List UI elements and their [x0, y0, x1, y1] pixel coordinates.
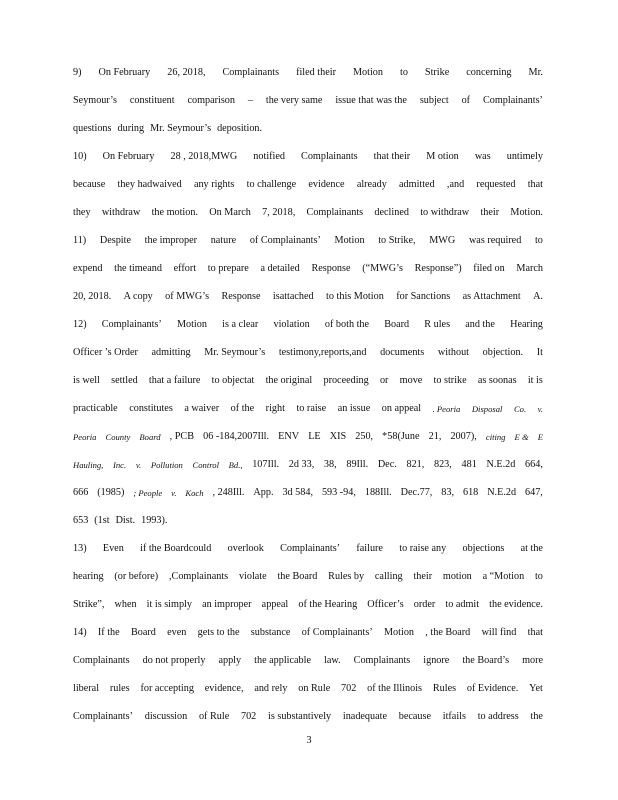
text-segment: of MWG’s — [165, 291, 210, 302]
text-segment: Rules — [432, 683, 457, 694]
text-segment: itfails — [442, 711, 466, 722]
text-line — [73, 486, 543, 500]
text-segment: Motion — [384, 627, 415, 638]
text-segment: the applicable — [254, 655, 311, 666]
text-segment: Co. — [513, 404, 527, 414]
text-segment: the improper — [144, 235, 198, 246]
text-segment: 12) — [73, 319, 87, 330]
text-segment: because — [398, 711, 431, 722]
text-segment: failure — [356, 543, 383, 554]
text-segment: to raise — [296, 403, 327, 414]
text-segment: of Evidence. — [466, 683, 519, 694]
text-line — [73, 402, 543, 416]
text-segment: 7, 2018, — [262, 207, 296, 218]
text-segment: Mr. Seymour’s — [204, 347, 266, 358]
text-segment: 06 -184,2007Ill. — [203, 431, 270, 442]
text-segment: 664, — [525, 459, 543, 470]
text-segment: the — [530, 711, 543, 722]
text-segment: and rely — [254, 683, 288, 694]
text-segment: even — [167, 627, 187, 638]
text-segment: of both the — [324, 319, 370, 330]
text-segment: App. — [253, 487, 274, 498]
text-segment: 11) — [73, 235, 87, 246]
text-line — [73, 682, 543, 696]
text-segment: right — [265, 403, 285, 414]
text-line — [73, 318, 543, 332]
text-segment: A. — [533, 291, 543, 302]
text-segment: Strike”, — [73, 599, 105, 610]
text-segment: Rules by — [328, 571, 365, 582]
text-segment: requested — [476, 179, 516, 190]
text-segment: Even — [102, 543, 124, 554]
text-segment: already — [356, 179, 387, 190]
text-segment: Motion — [334, 235, 365, 246]
text-segment: 1993). — [141, 515, 168, 526]
text-segment: (or before) — [114, 571, 159, 582]
text-segment: it is simply — [146, 599, 192, 610]
text-segment: ; People — [133, 488, 163, 498]
text-segment: liberal — [73, 683, 100, 694]
text-line — [73, 374, 543, 388]
text-segment: hearing — [73, 571, 104, 582]
text-segment: they hadwaived — [117, 179, 182, 190]
text-segment: to Strike, — [378, 235, 416, 246]
text-segment: and the — [465, 319, 495, 330]
text-segment: ignore — [423, 655, 450, 666]
text-segment: 188Ill. — [364, 487, 392, 498]
text-segment: untimely — [506, 151, 543, 162]
text-segment: motion — [442, 571, 472, 582]
text-segment: Strike — [424, 67, 450, 78]
text-segment: Board — [384, 319, 410, 330]
text-segment: 2007), — [450, 431, 477, 442]
text-segment: apply — [218, 655, 242, 666]
text-segment: citing — [485, 432, 506, 442]
text-segment: Inc. — [113, 460, 127, 470]
text-segment: appeal — [261, 599, 289, 610]
text-segment: documents — [380, 347, 425, 358]
text-segment: that a failure — [148, 375, 201, 386]
text-segment: issue that was the — [335, 95, 407, 106]
text-line — [73, 94, 543, 108]
text-segment: to withdraw — [420, 207, 470, 218]
text-segment: for Sanctions — [396, 291, 451, 302]
text-segment: evidence — [308, 179, 345, 190]
text-segment: they — [73, 207, 91, 218]
text-segment: , 248Ill. — [212, 487, 245, 498]
text-segment: N.E.2d — [487, 487, 517, 498]
text-segment: 26, 2018, — [167, 67, 206, 78]
text-segment: of Complainants’ — [301, 627, 373, 638]
text-line — [73, 346, 543, 360]
text-line — [73, 178, 543, 192]
text-segment: 10) — [73, 151, 87, 162]
text-segment: expend — [73, 263, 103, 274]
text-segment: On February — [102, 151, 155, 162]
text-segment: 250, — [355, 431, 374, 442]
text-segment: v. — [171, 488, 177, 498]
text-segment: as Attachment — [462, 291, 521, 302]
text-segment: Motion — [352, 67, 383, 78]
text-segment: LE — [308, 431, 321, 442]
text-segment: violate — [238, 571, 267, 582]
text-segment: 83, — [441, 487, 455, 498]
page-number: 3 — [306, 735, 312, 746]
text-segment: Officer’s — [367, 599, 404, 610]
text-segment: to this Motion — [326, 291, 384, 302]
text-segment: testimony,reports,and — [278, 347, 367, 358]
text-segment: 13) — [73, 543, 87, 554]
text-segment: E — [537, 432, 543, 442]
text-segment: nature — [210, 235, 237, 246]
text-segment: an improper — [202, 599, 252, 610]
text-segment: of the Illinois — [367, 683, 423, 694]
text-segment: is well — [73, 375, 100, 386]
text-segment: gets to the — [197, 627, 240, 638]
text-segment: for accepting — [140, 683, 194, 694]
text-segment: to challenge — [246, 179, 297, 190]
text-segment: any rights — [193, 179, 235, 190]
text-segment: discussion — [144, 711, 188, 722]
text-segment: 9) — [73, 67, 82, 78]
text-segment: because — [73, 179, 106, 190]
text-segment: concerning — [466, 67, 512, 78]
text-segment: 702 — [341, 683, 357, 694]
text-segment: 107Ill. — [252, 459, 280, 470]
text-segment: practicable — [73, 403, 118, 414]
text-segment: , PCB — [169, 431, 195, 442]
text-segment: (“MWG’s — [362, 263, 403, 274]
text-segment: (1st — [94, 515, 110, 526]
text-line — [73, 150, 543, 164]
text-segment: the evidence. — [489, 599, 543, 610]
text-segment: v. — [135, 460, 142, 470]
text-segment: 666 — [73, 487, 89, 498]
text-line — [73, 430, 543, 444]
text-segment: the motion. — [151, 207, 198, 218]
text-segment: Complainants — [301, 151, 358, 162]
text-segment: Hearing — [510, 319, 543, 330]
text-segment: of Rule — [198, 711, 230, 722]
text-segment: declined — [374, 207, 409, 218]
text-segment: to address — [477, 711, 519, 722]
text-segment: admitted — [399, 179, 435, 190]
text-segment: 618 — [462, 487, 479, 498]
text-segment: 28 , 2018,MWG — [170, 151, 238, 162]
text-segment: the very same — [265, 95, 323, 106]
text-line — [73, 626, 543, 640]
text-segment: Complainants’ — [73, 711, 133, 722]
text-segment: to raise any — [399, 543, 447, 554]
text-segment: XIS — [329, 431, 347, 442]
text-line — [73, 234, 543, 248]
text-line — [73, 206, 543, 220]
text-segment: Peoria — [73, 432, 97, 442]
text-segment: 38, — [323, 459, 337, 470]
text-segment: 2d 33, — [288, 459, 315, 470]
text-segment: during — [117, 123, 145, 134]
text-segment: to admit — [445, 599, 480, 610]
text-line — [73, 598, 543, 612]
text-segment: Bd., — [228, 460, 243, 470]
text-segment: that — [527, 627, 543, 638]
text-segment: that — [527, 179, 543, 190]
text-segment: comparison — [187, 95, 235, 106]
text-line — [73, 66, 543, 80]
text-segment: 3d 584, — [282, 487, 313, 498]
text-segment: admitting — [151, 347, 191, 358]
text-segment: settled — [111, 375, 138, 386]
text-segment: Board — [130, 627, 156, 638]
text-line — [73, 542, 543, 556]
text-segment: objections — [462, 543, 505, 554]
text-segment: Dec.77, — [400, 487, 433, 498]
text-segment: ENV — [278, 431, 300, 442]
text-segment: objection. — [482, 347, 524, 358]
text-segment: Pollution — [150, 460, 183, 470]
text-segment: Officer ’s Order — [73, 347, 138, 358]
text-segment: Koch — [185, 488, 204, 498]
text-segment: of Complainants’ — [249, 235, 321, 246]
text-segment: to — [534, 235, 543, 246]
text-segment: the original — [265, 375, 313, 386]
text-segment: it is — [527, 375, 543, 386]
text-segment: v. — [537, 404, 543, 414]
text-segment: on Rule — [298, 683, 331, 694]
text-segment: 14) — [73, 627, 87, 638]
text-segment: an issue — [337, 403, 371, 414]
text-segment: 481 — [461, 459, 477, 470]
text-segment: to objectat — [211, 375, 255, 386]
text-line — [73, 122, 543, 136]
text-segment: when — [114, 599, 137, 610]
text-segment: Control — [192, 460, 219, 470]
text-segment: withdraw — [101, 207, 141, 218]
text-segment: to strike — [433, 375, 467, 386]
text-segment: is a clear — [222, 319, 259, 330]
text-segment: It — [536, 347, 543, 358]
text-segment: 20, 2018. — [73, 291, 112, 302]
text-segment: 21, — [428, 431, 442, 442]
text-segment: A copy — [123, 291, 153, 302]
text-segment: overlook — [227, 543, 264, 554]
text-segment: Complainants — [73, 655, 130, 666]
text-line — [73, 570, 543, 584]
text-segment: Response — [221, 291, 261, 302]
text-segment: R ules — [424, 319, 451, 330]
text-segment: Complainants — [306, 207, 364, 218]
text-segment: 821, — [406, 459, 425, 470]
text-segment: constitutes — [129, 403, 173, 414]
text-segment: do not properly — [142, 655, 206, 666]
text-line — [73, 654, 543, 668]
text-line — [73, 710, 543, 724]
text-segment: Motion — [176, 319, 207, 330]
text-segment: (1985) — [97, 487, 125, 498]
text-segment: isattached — [272, 291, 314, 302]
text-segment: Dec. — [377, 459, 397, 470]
text-segment: Dist. — [115, 515, 136, 526]
text-segment: move — [399, 375, 423, 386]
text-segment: Mr. Seymour’s — [150, 123, 212, 134]
text-segment: Complainants’ — [482, 95, 543, 106]
text-segment: will find — [481, 627, 517, 638]
text-segment: at the — [520, 543, 543, 554]
text-segment: filed their — [296, 67, 336, 78]
text-segment: a detailed — [260, 263, 300, 274]
text-segment: E & — [514, 432, 529, 442]
text-segment: filed on — [473, 263, 505, 274]
text-segment: if the Boardcould — [140, 543, 212, 554]
text-segment: to — [534, 571, 543, 582]
text-segment: Disposal — [471, 404, 503, 414]
text-segment: evidence, — [204, 683, 244, 694]
text-segment: 89Ill. — [346, 459, 369, 470]
text-segment: law. — [324, 655, 341, 666]
text-segment: of — [461, 95, 471, 106]
text-segment: effort — [173, 263, 197, 274]
text-segment: Hauling, — [73, 460, 104, 470]
text-segment: deposition. — [217, 123, 263, 134]
text-segment: calling — [374, 571, 403, 582]
text-segment: 702 — [240, 711, 257, 722]
text-segment: on appeal — [381, 403, 422, 414]
text-segment: the Board — [277, 571, 318, 582]
text-segment: the Board’s — [462, 655, 510, 666]
text-segment: that their — [373, 151, 411, 162]
text-line — [73, 290, 543, 304]
text-segment: a waiver — [184, 403, 220, 414]
text-segment: On February — [98, 67, 151, 78]
text-segment: – — [247, 95, 253, 106]
text-segment: N.E.2d — [486, 459, 516, 470]
text-segment: was required — [468, 235, 522, 246]
text-segment: or — [379, 375, 389, 386]
text-segment: the timeand — [114, 263, 162, 274]
text-segment: questions — [73, 123, 112, 134]
text-segment: as soonas — [477, 375, 517, 386]
text-segment: Seymour’s — [73, 95, 117, 106]
text-segment: order — [413, 599, 436, 610]
text-segment: County — [105, 432, 131, 442]
text-segment: *58(June — [382, 431, 420, 442]
text-segment: was — [474, 151, 491, 162]
text-segment: Complainants — [353, 655, 411, 666]
text-segment: Despite — [99, 235, 131, 246]
text-segment: notified — [253, 151, 285, 162]
text-segment: substance — [250, 627, 291, 638]
text-segment: inadequate — [342, 711, 387, 722]
text-segment: , the Board — [425, 627, 471, 638]
text-segment: M otion — [426, 151, 459, 162]
text-segment: constituent — [129, 95, 175, 106]
text-segment: Complainants — [222, 67, 280, 78]
text-segment: more — [522, 655, 543, 666]
text-segment: ,Complainants — [169, 571, 229, 582]
text-segment: MWG — [429, 235, 456, 246]
text-segment: of the — [230, 403, 255, 414]
text-segment: Complainants’ — [101, 319, 162, 330]
text-segment: their — [413, 571, 433, 582]
text-segment: proceeding — [323, 375, 369, 386]
text-segment: 823, — [433, 459, 452, 470]
text-segment: If the — [97, 627, 120, 638]
text-segment: . Peoria — [432, 404, 461, 414]
text-segment: March — [516, 263, 543, 274]
text-segment: is substantively — [268, 711, 332, 722]
text-segment: Response”) — [414, 263, 462, 274]
text-segment: a “Motion — [482, 571, 525, 582]
text-segment: Board — [139, 432, 161, 442]
text-segment: Complainants’ — [280, 543, 341, 554]
text-segment: rules — [109, 683, 130, 694]
text-segment: 593 -94, — [321, 487, 356, 498]
text-segment: to — [399, 67, 408, 78]
text-segment: of the Hearing — [298, 599, 358, 610]
text-segment: their — [480, 207, 500, 218]
text-segment: Yet — [529, 683, 543, 694]
text-segment: without — [437, 347, 469, 358]
text-segment: to prepare — [207, 263, 249, 274]
text-segment: 653 — [73, 515, 89, 526]
text-segment: violation — [273, 319, 310, 330]
text-segment: Motion. — [510, 207, 543, 218]
text-segment: ,and — [446, 179, 465, 190]
text-line — [73, 458, 543, 472]
text-segment: 647, — [525, 487, 543, 498]
text-segment: Response — [311, 263, 351, 274]
text-segment: subject — [419, 95, 449, 106]
text-segment: On March — [209, 207, 251, 218]
text-line — [73, 262, 543, 276]
text-line — [73, 514, 543, 528]
text-segment: Mr. — [528, 67, 543, 78]
